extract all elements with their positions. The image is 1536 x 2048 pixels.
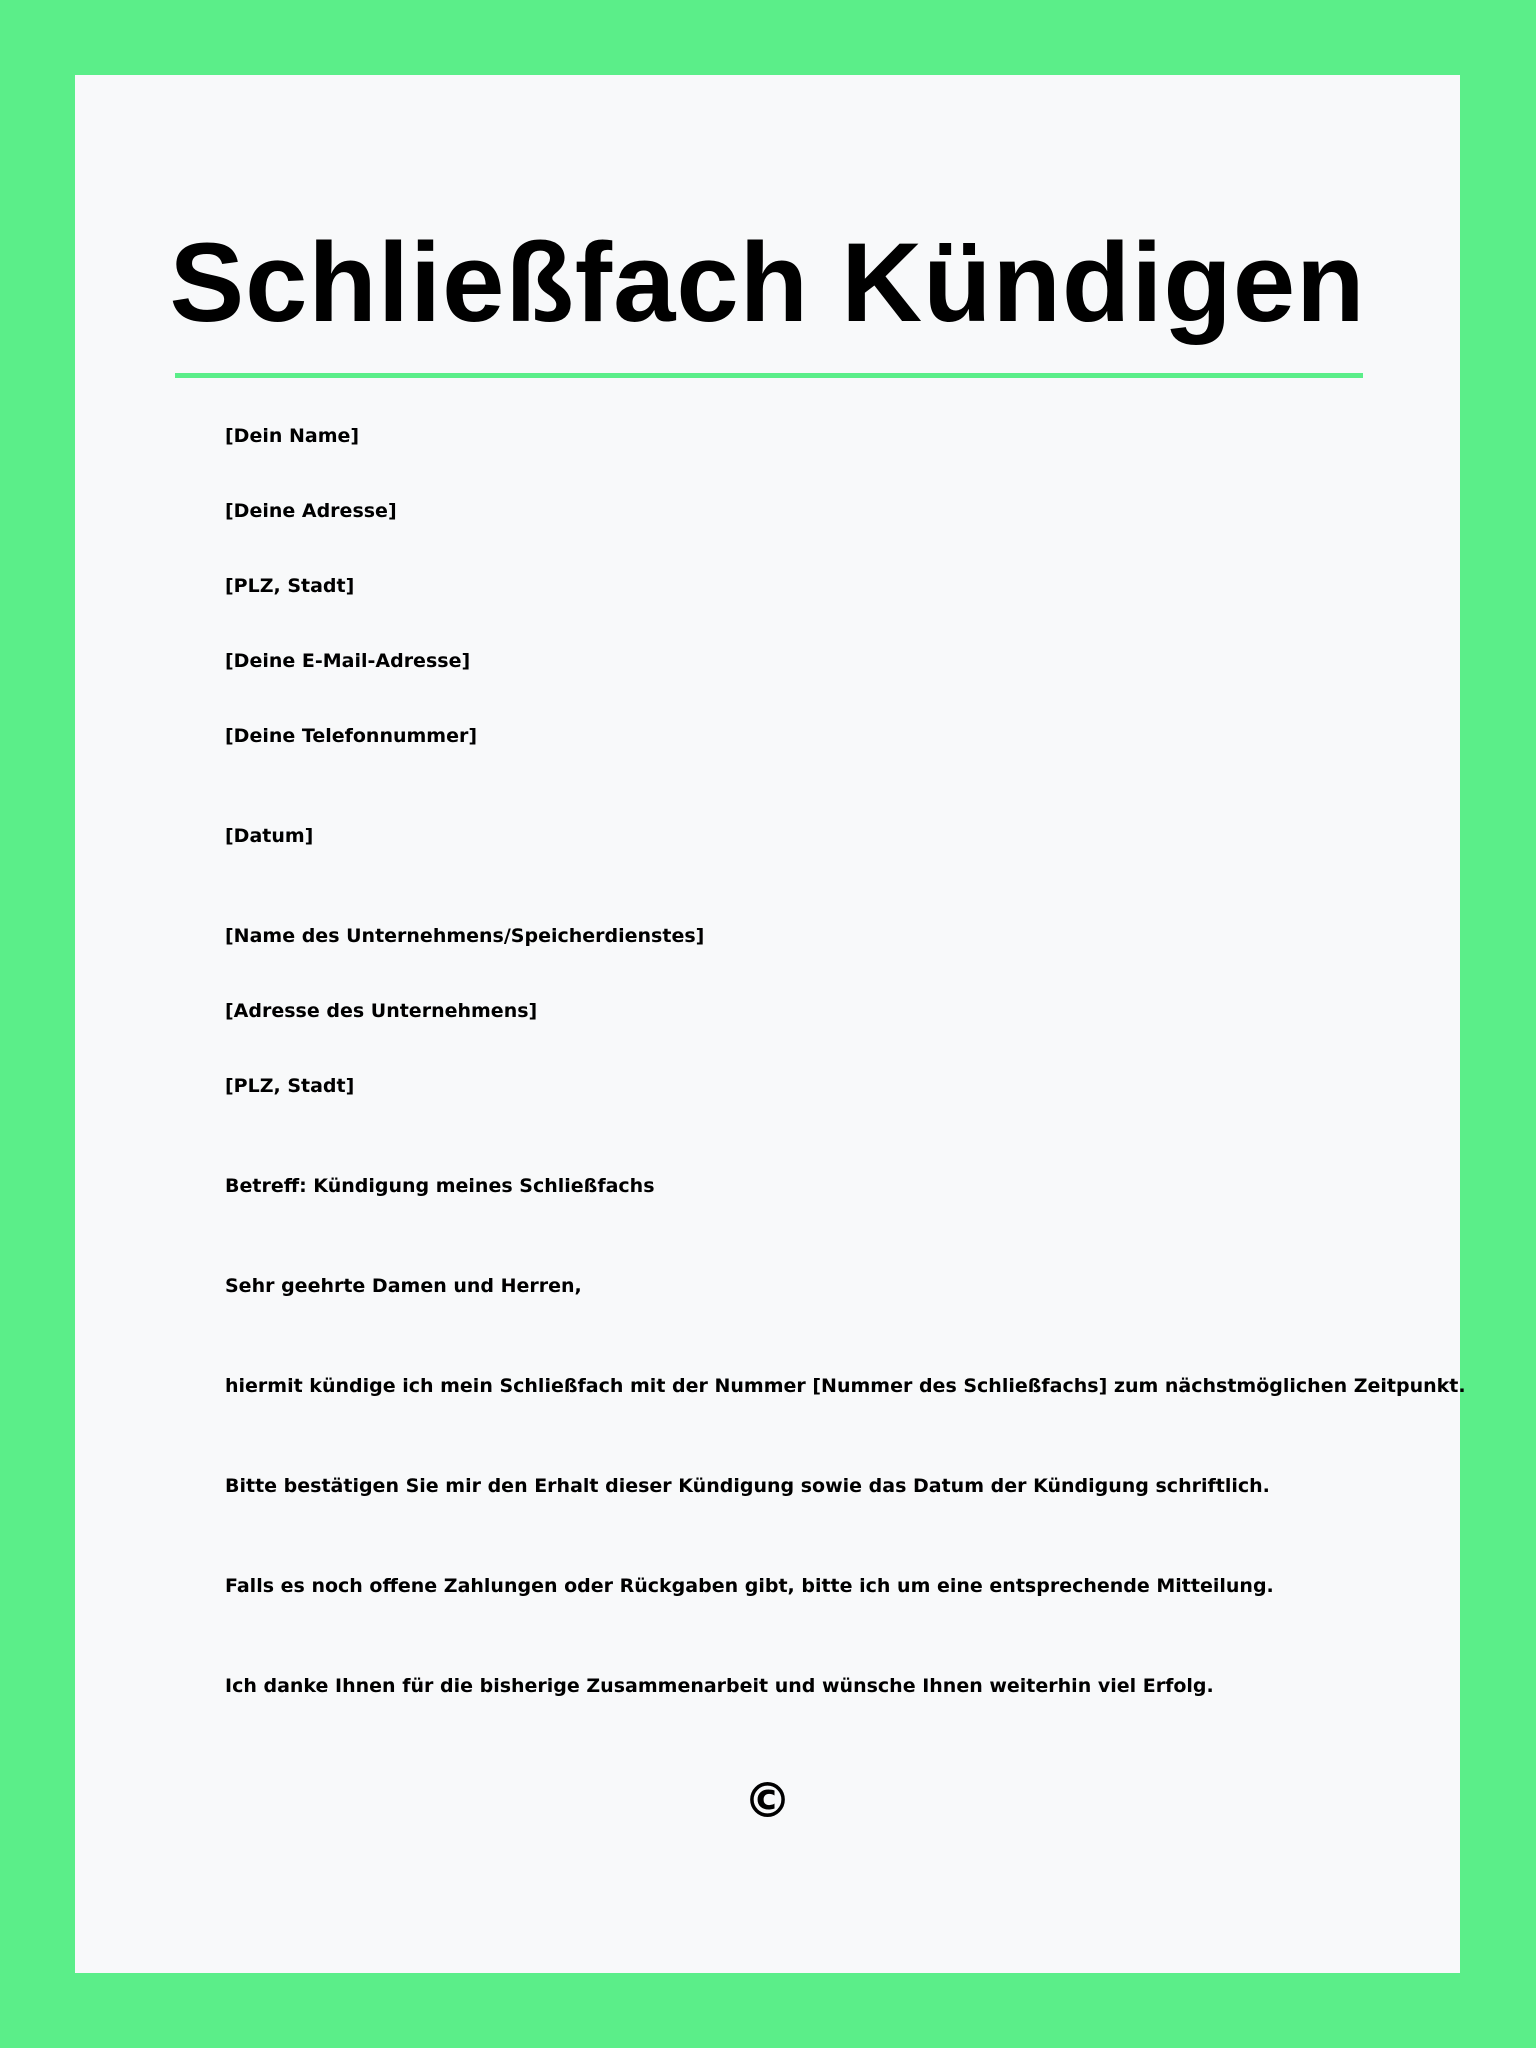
body-paragraph: Ich danke Ihnen für die bisherige Zusammenarbeit und wünsche Ihnen weiterhin viel Erfolg. — [225, 1675, 1214, 1697]
title-divider — [175, 373, 1363, 378]
letter-salutation: Sehr geehrte Damen und Herren, — [225, 1275, 582, 1297]
page-title: Schließfach Kündigen — [169, 220, 1366, 345]
recipient-city: [PLZ, Stadt] — [225, 1075, 355, 1097]
body-paragraph: hiermit kündige ich mein Schließfach mit der Nummer [Nummer des Schließfachs] zum nächstmöglichen Zeitpunkt. — [225, 1375, 1466, 1397]
body-paragraph: Falls es noch offene Zahlungen oder Rückgaben gibt, bitte ich um eine entsprechende Mitteilung. — [225, 1575, 1274, 1597]
copyright-icon: © — [743, 1773, 792, 1829]
letter-date: [Datum] — [225, 825, 314, 847]
letter-subject: Betreff: Kündigung meines Schließfachs — [225, 1175, 655, 1197]
letter-page — [75, 75, 1466, 1973]
sender-address: [Deine Adresse] — [225, 500, 397, 522]
recipient-company: [Name des Unternehmens/Speicherdienstes] — [225, 925, 705, 947]
sender-phone: [Deine Telefonnummer] — [225, 725, 478, 747]
sender-name: [Dein Name] — [225, 425, 360, 447]
sender-city: [PLZ, Stadt] — [225, 575, 355, 597]
sender-email: [Deine E-Mail-Adresse] — [225, 650, 471, 672]
recipient-address: [Adresse des Unternehmens] — [225, 1000, 538, 1022]
body-paragraph: Bitte bestätigen Sie mir den Erhalt dieser Kündigung sowie das Datum der Kündigung schriftlich. — [225, 1475, 1270, 1497]
